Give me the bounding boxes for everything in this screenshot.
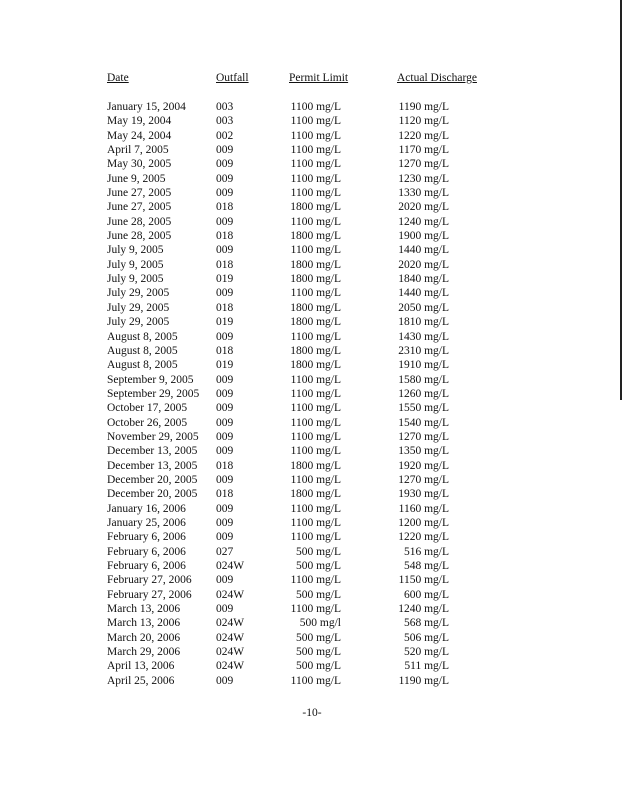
actual-discharge-cell: 1270 mg/L <box>398 473 449 486</box>
table-row <box>107 344 507 358</box>
outfall-cell: 018 <box>216 344 234 357</box>
header-outfall: Outfall <box>216 72 249 84</box>
permit-limit-cell: 1800 mg/L <box>290 230 341 243</box>
outfall-cell: 002 <box>216 129 234 142</box>
table-row <box>107 645 507 659</box>
date-cell: June 9, 2005 <box>107 172 166 185</box>
date-cell: July 29, 2005 <box>107 316 170 329</box>
actual-discharge-cell: 511 mg/L <box>404 660 449 673</box>
permit-limit-cell: 1100 mg/L <box>290 172 341 185</box>
date-cell: April 7, 2005 <box>107 144 169 157</box>
date-cell: March 20, 2006 <box>107 631 181 644</box>
table-row <box>107 286 507 300</box>
table-row <box>107 401 507 415</box>
outfall-cell: 009 <box>216 574 234 587</box>
actual-discharge-cell: 2020 mg/L <box>398 201 449 214</box>
table-row <box>107 186 507 200</box>
outfall-cell: 009 <box>216 330 234 343</box>
permit-limit-cell: 1800 mg/L <box>290 258 341 271</box>
table-row <box>107 602 507 616</box>
date-cell: February 6, 2006 <box>107 545 186 558</box>
outfall-cell: 019 <box>216 273 234 286</box>
actual-discharge-cell: 1240 mg/L <box>398 215 449 228</box>
actual-discharge-cell: 1910 mg/L <box>398 359 449 372</box>
outfall-cell: 024W <box>216 660 245 673</box>
permit-limit-cell: 1100 mg/L <box>290 531 341 544</box>
date-cell: July 9, 2005 <box>107 273 164 286</box>
permit-limit-cell: 1800 mg/L <box>290 316 341 329</box>
actual-discharge-cell: 1220 mg/L <box>398 129 449 142</box>
outfall-cell: 018 <box>216 459 234 472</box>
permit-limit-cell: 1100 mg/L <box>290 402 341 415</box>
header-actual-discharge: Actual Discharge <box>397 72 477 84</box>
permit-limit-cell: 1100 mg/L <box>290 215 341 228</box>
table-header <box>107 72 507 88</box>
discharge-table <box>107 72 507 687</box>
table-row <box>107 157 507 171</box>
table-row <box>107 588 507 602</box>
table-row <box>107 487 507 501</box>
actual-discharge-cell: 1270 mg/L <box>398 158 449 171</box>
permit-limit-cell: 1800 mg/L <box>290 201 341 214</box>
outfall-cell: 009 <box>216 387 234 400</box>
outfall-cell: 018 <box>216 258 234 271</box>
date-cell: February 6, 2006 <box>107 560 186 572</box>
outfall-cell: 009 <box>216 187 234 200</box>
date-cell: December 13, 2005 <box>107 445 198 458</box>
actual-discharge-cell: 1350 mg/L <box>398 445 449 458</box>
permit-limit-cell: 1800 mg/L <box>290 344 341 357</box>
header-permit-limit: Permit Limit <box>289 72 349 84</box>
date-cell: June 28, 2005 <box>107 215 172 228</box>
date-cell: January 25, 2006 <box>107 516 186 529</box>
date-cell: June 27, 2005 <box>107 201 172 214</box>
permit-limit-cell: 1100 mg/L <box>290 101 341 113</box>
outfall-cell: 024W <box>216 560 245 572</box>
actual-discharge-cell: 1920 mg/L <box>398 459 449 472</box>
date-cell: February 27, 2006 <box>107 588 192 601</box>
actual-discharge-cell: 520 mg/L <box>403 646 449 659</box>
table-row <box>107 631 507 645</box>
table-row <box>107 243 507 257</box>
permit-limit-cell: 500 mg/L <box>295 660 341 673</box>
permit-limit-cell: 1100 mg/L <box>290 473 341 486</box>
page-number: -10- <box>302 707 322 719</box>
permit-limit-cell: 1100 mg/L <box>290 287 341 300</box>
outfall-cell: 024W <box>216 588 245 601</box>
date-cell: June 28, 2005 <box>107 230 172 243</box>
actual-discharge-cell: 1930 mg/L <box>398 488 449 501</box>
date-cell: August 8, 2005 <box>107 330 178 343</box>
outfall-cell: 009 <box>216 402 234 415</box>
outfall-cell: 018 <box>216 201 234 214</box>
date-cell: July 29, 2005 <box>107 287 170 300</box>
actual-discharge-cell: 1540 mg/L <box>398 416 449 429</box>
date-cell: July 9, 2005 <box>107 244 164 257</box>
date-cell: March 13, 2006 <box>107 617 181 630</box>
page-edge-line <box>620 0 622 400</box>
actual-discharge-cell: 1240 mg/L <box>398 603 449 616</box>
actual-discharge-cell: 506 mg/L <box>403 631 449 644</box>
outfall-cell: 019 <box>216 359 234 372</box>
header-date: Date <box>107 72 129 84</box>
outfall-cell: 009 <box>216 516 234 529</box>
table-row <box>107 573 507 587</box>
permit-limit-cell: 1100 mg/L <box>290 129 341 142</box>
permit-limit-cell: 500 mg/l <box>299 617 341 630</box>
actual-discharge-cell: 1190 mg/L <box>398 674 449 687</box>
outfall-cell: 018 <box>216 230 234 243</box>
permit-limit-cell: 500 mg/L <box>295 545 341 558</box>
permit-limit-cell: 1100 mg/L <box>290 387 341 400</box>
table-row <box>107 674 507 688</box>
permit-limit-cell: 1100 mg/L <box>290 430 341 443</box>
actual-discharge-cell: 1260 mg/L <box>398 387 449 400</box>
outfall-cell: 009 <box>216 531 234 544</box>
actual-discharge-cell: 1160 mg/L <box>398 502 449 515</box>
actual-discharge-cell: 1190 mg/L <box>398 101 449 113</box>
actual-discharge-cell: 1840 mg/L <box>398 273 449 286</box>
actual-discharge-cell: 1580 mg/L <box>398 373 449 386</box>
permit-limit-cell: 1800 mg/L <box>290 359 341 372</box>
actual-discharge-cell: 600 mg/L <box>403 588 449 601</box>
permit-limit-cell: 500 mg/L <box>295 631 341 644</box>
permit-limit-cell: 1100 mg/L <box>290 330 341 343</box>
actual-discharge-cell: 516 mg/L <box>403 545 449 558</box>
actual-discharge-cell: 1900 mg/L <box>398 230 449 243</box>
permit-limit-cell: 1100 mg/L <box>290 574 341 587</box>
outfall-cell: 009 <box>216 172 234 185</box>
table-row <box>107 129 507 143</box>
outfall-cell: 009 <box>216 158 234 171</box>
actual-discharge-cell: 1120 mg/L <box>398 115 449 128</box>
date-cell: October 17, 2005 <box>107 402 188 415</box>
outfall-cell: 018 <box>216 488 234 501</box>
table-row <box>107 416 507 430</box>
permit-limit-cell: 1100 mg/L <box>290 115 341 128</box>
table-row <box>107 530 507 544</box>
date-cell: February 6, 2006 <box>107 531 186 544</box>
actual-discharge-cell: 1200 mg/L <box>398 516 449 529</box>
date-cell: April 25, 2006 <box>107 674 175 687</box>
actual-discharge-cell: 1810 mg/L <box>398 316 449 329</box>
date-cell: March 29, 2006 <box>107 646 181 659</box>
permit-limit-cell: 1800 mg/L <box>290 301 341 314</box>
date-cell: October 26, 2005 <box>107 416 188 429</box>
outfall-cell: 024W <box>216 617 245 630</box>
permit-limit-cell: 1100 mg/L <box>290 603 341 616</box>
date-cell: November 29, 2005 <box>107 430 199 443</box>
permit-limit-cell: 1100 mg/L <box>290 158 341 171</box>
table-row <box>107 502 507 516</box>
table-row <box>107 516 507 530</box>
table-row <box>107 330 507 344</box>
outfall-cell: 009 <box>216 144 234 157</box>
table-row <box>107 616 507 630</box>
actual-discharge-cell: 2020 mg/L <box>398 258 449 271</box>
actual-discharge-cell: 1430 mg/L <box>398 330 449 343</box>
table-row <box>107 659 507 673</box>
date-cell: December 20, 2005 <box>107 473 198 486</box>
outfall-cell: 009 <box>216 416 234 429</box>
actual-discharge-cell: 1440 mg/L <box>398 244 449 257</box>
actual-discharge-cell: 1150 mg/L <box>398 574 449 587</box>
date-cell: February 27, 2006 <box>107 574 192 587</box>
actual-discharge-cell: 1550 mg/L <box>398 402 449 415</box>
actual-discharge-cell: 548 mg/L <box>403 560 449 572</box>
permit-limit-cell: 1800 mg/L <box>290 488 341 501</box>
table-row <box>107 229 507 243</box>
table-row <box>107 172 507 186</box>
actual-discharge-cell: 1170 mg/L <box>398 144 449 157</box>
permit-limit-cell: 1100 mg/L <box>290 187 341 200</box>
outfall-cell: 009 <box>216 674 234 687</box>
outfall-cell: 009 <box>216 473 234 486</box>
permit-limit-cell: 1100 mg/L <box>290 516 341 529</box>
permit-limit-cell: 1800 mg/L <box>290 273 341 286</box>
permit-limit-cell: 500 mg/L <box>295 560 341 572</box>
table-row <box>107 387 507 401</box>
outfall-cell: 009 <box>216 502 234 515</box>
permit-limit-cell: 500 mg/L <box>295 588 341 601</box>
actual-discharge-cell: 1330 mg/L <box>398 187 449 200</box>
date-cell: August 8, 2005 <box>107 344 178 357</box>
outfall-cell: 009 <box>216 373 234 386</box>
outfall-cell: 019 <box>216 316 234 329</box>
date-cell: May 24, 2004 <box>107 129 172 142</box>
table-row <box>107 215 507 229</box>
permit-limit-cell: 1800 mg/L <box>290 459 341 472</box>
table-row <box>107 258 507 272</box>
actual-discharge-cell: 1230 mg/L <box>398 172 449 185</box>
permit-limit-cell: 1100 mg/L <box>290 144 341 157</box>
outfall-cell: 009 <box>216 430 234 443</box>
actual-discharge-cell: 2050 mg/L <box>398 301 449 314</box>
actual-discharge-cell: 1440 mg/L <box>398 287 449 300</box>
table-row <box>107 559 507 573</box>
outfall-cell: 009 <box>216 603 234 616</box>
actual-discharge-cell: 1270 mg/L <box>398 430 449 443</box>
outfall-cell: 009 <box>216 244 234 257</box>
date-cell: May 19, 2004 <box>107 115 172 128</box>
table-row <box>107 301 507 315</box>
outfall-cell: 024W <box>216 646 245 659</box>
permit-limit-cell: 1100 mg/L <box>290 373 341 386</box>
permit-limit-cell: 1100 mg/L <box>290 445 341 458</box>
table-row <box>107 272 507 286</box>
outfall-cell: 027 <box>216 545 234 558</box>
date-cell: June 27, 2005 <box>107 187 172 200</box>
permit-limit-cell: 1100 mg/L <box>290 502 341 515</box>
date-cell: September 29, 2005 <box>107 387 200 400</box>
date-cell: September 9, 2005 <box>107 373 194 386</box>
table-row <box>107 373 507 387</box>
table-row <box>107 114 507 128</box>
outfall-cell: 003 <box>216 101 234 113</box>
permit-limit-cell: 1100 mg/L <box>290 674 341 687</box>
table-body <box>107 100 507 688</box>
table-row <box>107 473 507 487</box>
table-row <box>107 100 507 114</box>
outfall-cell: 003 <box>216 115 234 128</box>
table-row <box>107 315 507 329</box>
date-cell: March 13, 2006 <box>107 603 181 616</box>
outfall-cell: 009 <box>216 287 234 300</box>
outfall-cell: 009 <box>216 445 234 458</box>
date-cell: January 15, 2004 <box>107 101 186 113</box>
outfall-cell: 018 <box>216 301 234 314</box>
date-cell: July 9, 2005 <box>107 258 164 271</box>
date-cell: December 13, 2005 <box>107 459 198 472</box>
date-cell: May 30, 2005 <box>107 158 172 171</box>
date-cell: April 13, 2006 <box>107 660 175 673</box>
table-row <box>107 545 507 559</box>
date-cell: August 8, 2005 <box>107 359 178 372</box>
date-cell: July 29, 2005 <box>107 301 170 314</box>
date-cell: January 16, 2006 <box>107 502 186 515</box>
table-row <box>107 358 507 372</box>
actual-discharge-cell: 568 mg/L <box>403 617 449 630</box>
table-row <box>107 430 507 444</box>
permit-limit-cell: 1100 mg/L <box>290 244 341 257</box>
permit-limit-cell: 500 mg/L <box>295 646 341 659</box>
actual-discharge-cell: 1220 mg/L <box>398 531 449 544</box>
table-row <box>107 444 507 458</box>
actual-discharge-cell: 2310 mg/L <box>398 344 449 357</box>
permit-limit-cell: 1100 mg/L <box>290 416 341 429</box>
table-row <box>107 459 507 473</box>
table-row <box>107 143 507 157</box>
date-cell: December 20, 2005 <box>107 488 198 501</box>
table-row <box>107 200 507 214</box>
outfall-cell: 009 <box>216 215 234 228</box>
outfall-cell: 024W <box>216 631 245 644</box>
